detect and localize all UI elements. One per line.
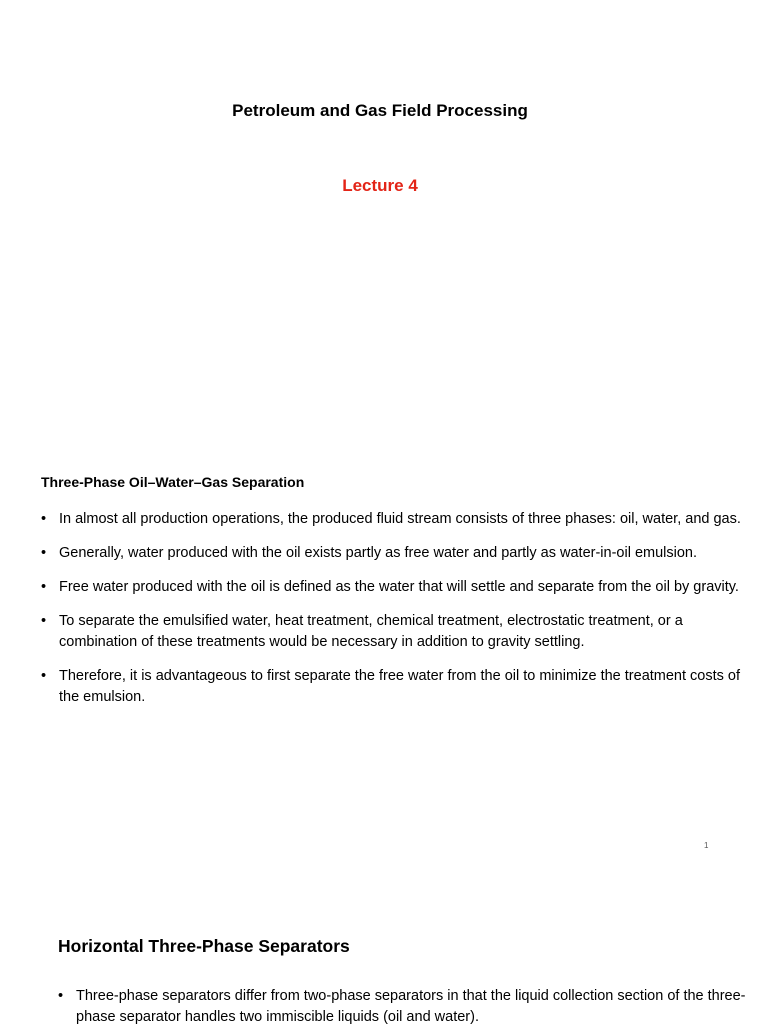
bullet-text: Free water produced with the oil is defined as the water that will settle and separate from the oil by gravity. xyxy=(59,579,739,595)
bullet-icon: • xyxy=(58,988,64,1004)
page-number: 1 xyxy=(704,841,709,850)
bullet-text: Therefore, it is advantageous to first separate the free water from the oil to minimize the treatment costs of the emulsion. xyxy=(59,668,741,705)
slide-2 xyxy=(0,880,768,1024)
bullet-icon: • xyxy=(41,545,47,561)
bullet-list xyxy=(41,509,741,721)
bullet-icon: • xyxy=(41,511,47,527)
bullet-icon: • xyxy=(41,579,47,595)
list-item xyxy=(58,986,748,1028)
list-item xyxy=(41,509,741,530)
bullet-text: Generally, water produced with the oil exists partly as free water and partly as water-in-oil emulsion. xyxy=(59,545,698,561)
document-title: Petroleum and Gas Field Processing xyxy=(232,101,528,120)
bullet-text: In almost all production operations, the produced fluid stream consists of three phases: oil, water, and gas. xyxy=(59,511,741,527)
slide-heading: Horizontal Three-Phase Separators xyxy=(58,936,350,956)
bullet-list xyxy=(58,986,748,1028)
list-item xyxy=(41,543,741,564)
bullet-icon: • xyxy=(41,613,47,629)
list-item xyxy=(41,577,741,598)
lecture-title: Lecture 4 xyxy=(342,176,418,195)
list-item xyxy=(41,666,741,708)
list-item xyxy=(41,611,741,653)
section-heading: Three-Phase Oil–Water–Gas Separation xyxy=(41,474,305,490)
bullet-text: To separate the emulsified water, heat treatment, chemical treatment, electrostatic treatment, or a combination of these treatments would be necessary in addition to gravity settling. xyxy=(59,613,683,650)
bullet-text: Three-phase separators differ from two-phase separators in that the liquid collection section of the three-phase separator handles two immiscible liquids (oil and water). xyxy=(76,988,746,1025)
bullet-icon: • xyxy=(41,668,47,684)
